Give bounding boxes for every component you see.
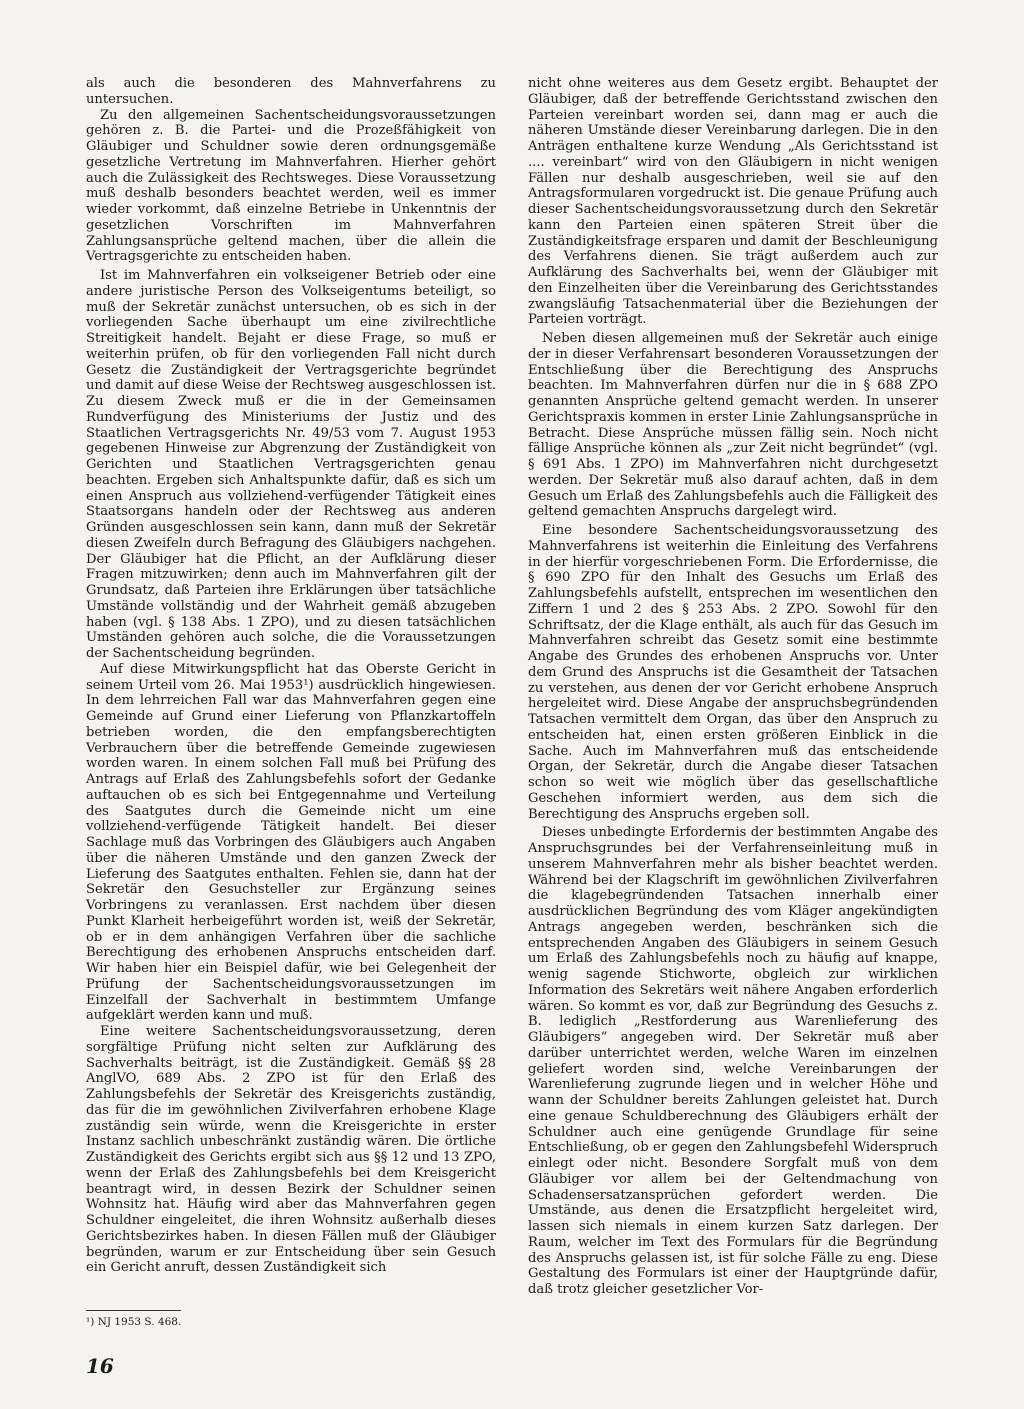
paragraph: Dieses unbedingte Erfordernis der bestimmten Angabe des Anspruchsgrundes bei der Verfahrenseinleitung muß in unserem Mahnverfahren mehr als bisher beachtet werden. Während bei der Klagschrift im gewöhnlichen Zivilverfahren die klagebegründenden Tatsachen innerhalb einer ausdrücklichen Begründung des vom Kläger angekündigten Antrags angegeben werden, beschränken sich die entsprechenden Angaben des Gläubigers in seinem Gesuch um Erlaß des Zahlungsbefehls noch zu häufig auf knappe, wenig sagende Stichworte, obgleich zur wirklichen Information des Sekretärs weit nähere Angaben erforderlich wären. So kommt es vor, daß zur Begründung des Gesuchs z. B. lediglich „Restforderung aus Warenlieferung des Gläubigers“ angegeben wird. Der Sekretär muß aber darüber unterrichtet werden, welche Waren im einzelnen geliefert worden sind, welche Vereinbarungen der Warenlieferung zugrunde liegen und in welcher Höhe und wann der Schuldner bereits Zahlungen geleistet hat. Durch eine genaue Schuldberechnung des Gläubigers erhält der Schuldner auch eine genügende Grundlage für seine Entschließung, ob er gegen den Zahlungsbefehl Widerspruch einlegt oder nicht. Besondere Sorgfalt muß von dem Gläubiger vor allem bei der Geltendmachung von Schadensersatzansprüchen gefordert werden. Die Umstände, aus denen die Ersatzpflicht hergeleitet wird, lassen sich niemals in einem kurzen Satz darlegen. Der Raum, welcher im Text des Formulars für die Begründung des Anspruchs gelassen ist, ist für solche Fälle zu eng. Diese Gestaltung des Formulars ist einer der Hauptgründe dafür, daß trotz gleicher gesetzlicher Vor- (528, 825, 938, 1297)
right-text-column (528, 76, 938, 1298)
paragraph: Neben diesen allgemeinen muß der Sekretär auch einige der in dieser Verfahrensart besonderen Voraussetzungen der Entschließung über die Berechtigung des Anspruchs beachten. Im Mahnverfahren dürfen nur die in § 688 ZPO genannten Ansprüche geltend gemacht werden. In unserer Gerichtspraxis kommen in erster Linie Zahlungsansprüche in Betracht. Diese Ansprüche müssen fällig sein. Noch nicht fällige Ansprüche können als „zur Zeit nicht begründet“ (vgl. § 691 Abs. 1 ZPO) im Mahnverfahren nicht durchgesetzt werden. Der Sekretär muß also darauf achten, daß in dem Gesuch um Erlaß des Zahlungsbefehls auch die Fälligkeit des geltend gemachten Anspruchs dargelegt wird. (528, 331, 938, 520)
paragraph: Eine besondere Sachentscheidungsvoraussetzung des Mahnverfahrens ist weiterhin die Einleitung des Verfahrens in der hierfür vorgeschriebenen Form. Die Erfordernisse, die § 690 ZPO für den Inhalt des Gesuchs um Erlaß des Zahlungsbefehls aufstellt, entsprechen im wesentlichen den Ziffern 1 und 2 des § 253 Abs. 2 ZPO. Sowohl für den Schriftsatz, der die Klage enthält, als auch für das Gesuch im Mahnverfahren schreibt das Gesetz somit eine bestimmte Angabe des Grundes des erhobenen Anspruchs vor. Unter dem Grund des Anspruchs ist die Gesamtheit der Tatsachen zu verstehen, aus denen der vor Gericht erhobene Anspruch hergeleitet wird. Diese Angabe der anspruchsbegründenden Tatsachen vermittelt dem Organ, das über den Anspruch zu entscheiden hat, einen ersten größeren Einblick in die Sache. Auch im Mahnverfahren muß das entscheidende Organ, der Sekretär, durch die Angabe dieser Tatsachen schon so weit wie möglich über das gesellschaftliche Geschehen informiert werden, aus dem sich die Berechtigung des Anspruchs ergeben soll. (528, 523, 938, 822)
footnote: ¹) NJ 1953 S. 468. (86, 1316, 182, 1328)
left-text-column (86, 76, 496, 1276)
footnote-divider (86, 1310, 181, 1311)
paragraph: als auch die besonderen des Mahnverfahrens zu untersuchen. (86, 76, 496, 107)
paragraph: Zu den allgemeinen Sachentscheidungsvoraussetzungen gehören z. B. die Partei- und die Prozeßfähigkeit von Gläubiger und Schuldner sowie deren ordnungsgemäße gesetzliche Vertretung im Mahnverfahren. Hierher gehört auch die Zulässigkeit des Rechtsweges. Diese Voraussetzung muß deshalb besonders beachtet werden, weil es immer wieder vorkommt, daß einzelne Betriebe in Unkenntnis der gesetzlichen Vorschriften im Mahnverfahren Zahlungsansprüche geltend machen, über die allein die Vertragsgerichte zu entscheiden haben. (86, 107, 496, 265)
paragraph: Ist im Mahnverfahren ein volkseigener Betrieb oder eine andere juristische Person des Volkseigentums beteiligt, so muß der Sekretär zunächst untersuchen, ob es sich in der vorliegenden Sache überhaupt um eine zivilrechtliche Streitigkeit handelt. Bejaht er diese Frage, so muß er weiterhin prüfen, ob für den vorliegenden Fall nicht durch Gesetz die Zuständigkeit der Vertragsgerichte begründet und damit auf diese Weise der Rechtsweg ausgeschlossen ist. Zu diesem Zweck muß er die in der Gemeinsamen Rundverfügung des Ministeriums der Justiz und des Staatlichen Vertragsgerichts Nr. 49/53 vom 7. August 1953 gegebenen Hinweise zur Abgrenzung der Zuständigkeit von Gerichten und Staatlichen Vertragsgerichten genau beachten. Ergeben sich Anhaltspunkte dafür, daß es sich um einen Anspruch aus vollziehend-verfügender Tätigkeit eines Staatsorgans handeln oder der Rechtsweg aus anderen Gründen ausgeschlossen sein kann, dann muß der Sekretär diesen Zweifeln durch Befragung des Gläubigers nachgehen. Der Gläubiger hat die Pflicht, an der Aufklärung dieser Fragen mitzuwirken; denn auch im Mahnverfahren gilt der Grundsatz, daß Parteien ihre Erklärungen über tatsächliche Umstände vollständig und der Wahrheit gemäß abzugeben haben (vgl. § 138 Abs. 1 ZPO), und zu diesen tatsächlichen Umständen gehören auch solche, die die Voraussetzungen der Sachentscheidung begründen. (86, 268, 496, 661)
paragraph: Auf diese Mitwirkungspflicht hat das Oberste Gericht in seinem Urteil vom 26. Mai 1953¹) ausdrücklich hingewiesen. In dem lehrreichen Fall war das Mahnverfahren gegen eine Gemeinde auf Grund einer Lieferung von Pflanzkartoffeln betrieben worden, die den empfangsberechtigten Verbrauchern über die betreffende Gemeinde zugewiesen worden waren. In einem solchen Fall muß bei Prüfung des Antrags auf Erlaß des Zahlungsbefehls sofort der Gedanke auftauchen ob es sich bei Entgegennahme und Verteilung des Saatgutes durch die Gemeinde nicht um eine vollziehend-verfügende Tätigkeit handelt. Bei dieser Sachlage muß das Vorbringen des Gläubigers auch Angaben über die näheren Umstände und den ganzen Zweck der Lieferung des Saatgutes enthalten. Fehlen sie, dann hat der Sekretär den Gesuchsteller zur Ergänzung seines Vorbringens zu veranlassen. Erst nachdem über diesen Punkt Klarheit herbeigeführt worden ist, weiß der Sekretär, ob er in dem anhängigen Verfahren über die sachliche Berechtigung des erhobenen Anspruchs entscheiden darf. Wir haben hier ein Beispiel dafür, wie bei Gelegenheit der Prüfung der Sachentscheidungsvoraussetzungen im Einzelfall der Sachverhalt in bestimmtem Umfange aufgeklärt werden kann und muß. (86, 661, 496, 1024)
page-number: 16 (86, 1354, 114, 1378)
paragraph: nicht ohne weiteres aus dem Gesetz ergibt. Behauptet der Gläubiger, daß der betreffende Gerichtsstand zwischen den Parteien vereinbart worden sei, dann mag er auch die näheren Umstände dieser Vereinbarung darlegen. Die in den Anträgen enthaltene kurze Wendung „Als Gerichtsstand ist .... vereinbart“ wird von den Gläubigern in nicht wenigen Fällen nur deshalb ausgeschrieben, weil sie auf den Antragsformularen vorgedruckt ist. Die genaue Prüfung auch dieser Sachentscheidungsvoraussetzung durch den Sekretär kann den Parteien einen späteren Streit über die Zuständigkeitsfrage ersparen und damit der Beschleunigung des Verfahrens dienen. Sie trägt außerdem auch zur Aufklärung des Sachverhalts bei, wenn der Gläubiger mit den Einzelheiten über die Vereinbarung des Gerichtsstandes zwangsläufig Tatsachenmaterial über die Beziehungen der Parteien vorträgt. (528, 76, 938, 328)
paragraph: Eine weitere Sachentscheidungsvoraussetzung, deren sorgfältige Prüfung nicht selten zur Aufklärung des Sachverhalts beiträgt, ist die Zuständigkeit. Gemäß §§ 28 AnglVO, 689 Abs. 2 ZPO ist für den Erlaß des Zahlungsbefehls der Sekretär des Kreisgerichts zuständig, das für die im gewöhnlichen Zivilverfahren erhobene Klage zuständig sein würde, wenn die Kreisgerichte in erster Instanz sachlich unbeschränkt zuständig wären. Die örtliche Zuständigkeit des Gerichts ergibt sich aus §§ 12 und 13 ZPO, wenn der Erlaß des Zahlungsbefehls bei dem Kreisgericht beantragt wird, in dessen Bezirk der Schuldner seinen Wohnsitz hat. Häufig wird aber das Mahnverfahren gegen Schuldner eingeleitet, die ihren Wohnsitz außerhalb dieses Gerichtsbezirkes haben. In diesen Fällen muß der Gläubiger begründen, warum er zur Entscheidung über sein Gesuch ein Gericht anruft, dessen Zuständigkeit sich (86, 1024, 496, 1276)
